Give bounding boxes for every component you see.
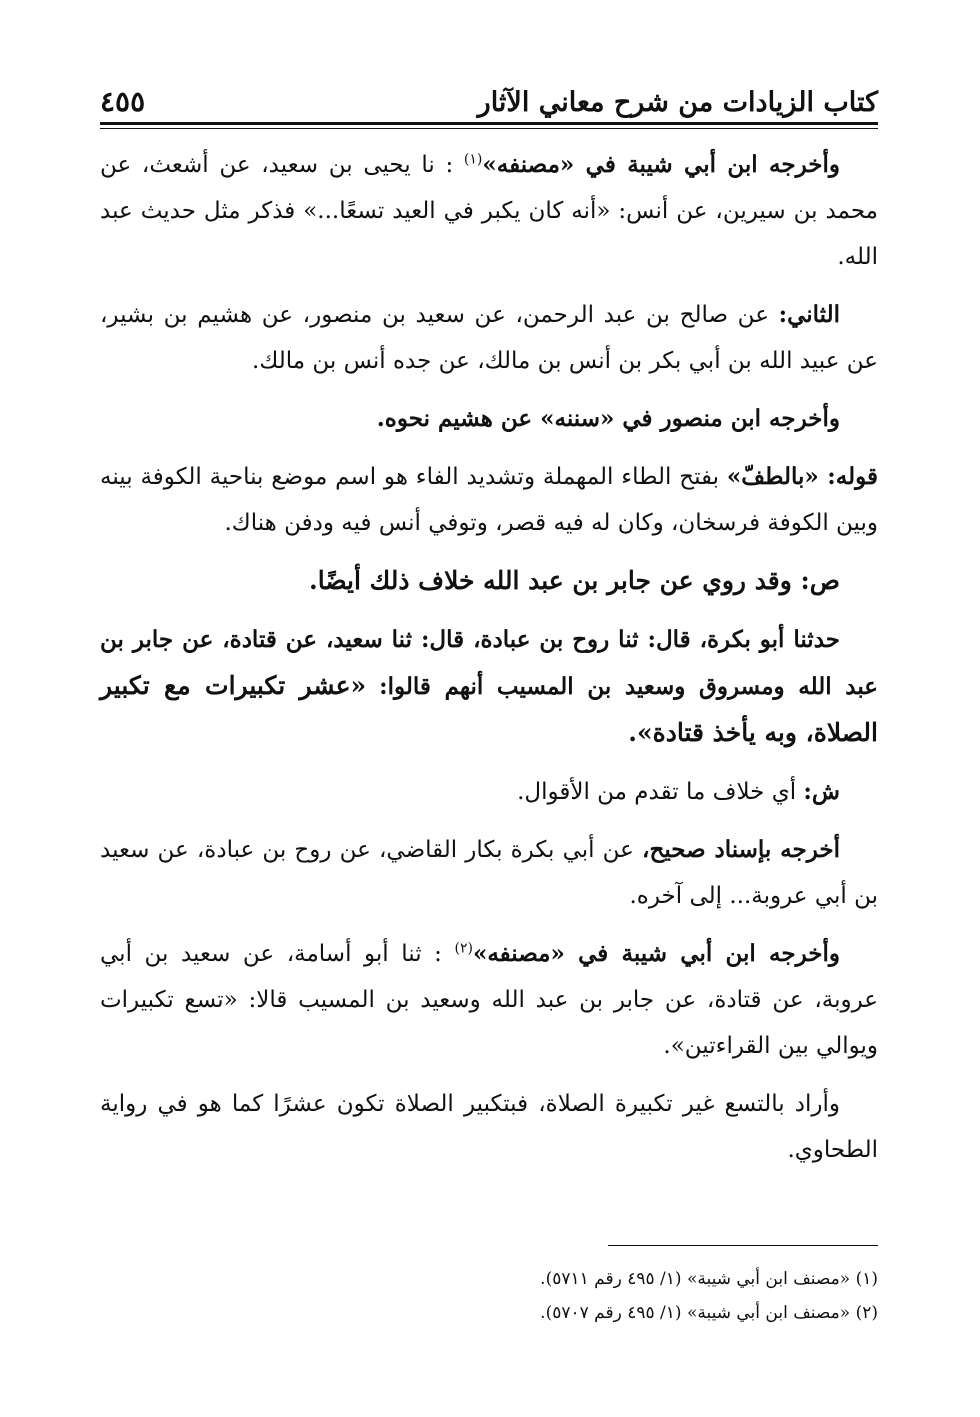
header-rule-thin: [100, 128, 878, 129]
paragraph-8-text: عن أبي بكرة بكار القاضي، عن روح بن عبادة، عن سعيد بن أبي عروبة... إلى آخره.: [100, 837, 878, 909]
footnote-ref-1[interactable]: (١): [463, 151, 483, 168]
main-text: [100, 142, 878, 1185]
paragraph-2-lead: الثاني:: [778, 301, 841, 328]
paragraph-6-lead: حدثنا أبو بكرة، قال: ثنا روح بن عبادة، قال: ثنا سعيد، عن قتادة، عن جابر بن عبد الله ومسروق وسعيد بن المسيب أنهم قالوا:: [100, 626, 879, 700]
page-header: [100, 62, 878, 118]
paragraph-8: [100, 827, 878, 919]
paragraph-3-lead: وأخرجه ابن منصور في «سننه» عن هشيم نحوه.: [376, 405, 840, 432]
paragraph-1: [100, 142, 878, 280]
running-title: كتاب الزيادات من شرح معاني الآثار: [477, 87, 878, 118]
paragraph-2: [100, 292, 878, 384]
paragraph-9-lead: وأخرجه ابن أبي شيبة في «مصنفه»: [472, 940, 840, 967]
paragraph-9: [100, 931, 878, 1069]
footnote-separator: [608, 1245, 878, 1246]
paragraph-10-text: وأراد بالتسع غير تكبيرة الصلاة، فبتكبير الصلاة تكون عشرًا كما هو في رواية الطحاوي.: [100, 1091, 878, 1163]
paragraph-5: [100, 558, 878, 605]
footnotes: [100, 1262, 878, 1330]
paragraph-6: [100, 617, 878, 757]
header-rule-thick: [100, 122, 878, 125]
paragraph-4: [100, 454, 878, 546]
paragraph-9-text: : ثنا أبو أسامة، عن سعيد بن أبي عروبة، عن قتادة، عن جابر بن عبد الله وسعيد بن المسيب قالا: «تسع تكبيرات ويوالي بين القراءتين».: [100, 941, 878, 1059]
paragraph-7: [100, 769, 878, 815]
paragraph-4-lead: قوله: «بالطفّ»: [726, 463, 879, 490]
paragraph-5-lead: ص: وقد روي عن جابر بن عبد الله خلاف ذلك أيضًا.: [309, 566, 840, 595]
paragraph-6-quote: «عشر تكبيرات مع تكبير الصلاة، وبه يأخذ قتادة».: [100, 671, 878, 747]
paragraph-10: [100, 1081, 878, 1173]
paragraph-2-text: عن صالح بن عبد الرحمن، عن سعيد بن منصور، عن هشيم بن بشير، عن عبيد الله بن أبي بكر بن أنس بن مالك، عن جده أنس بن مالك.: [100, 302, 878, 374]
footnote-2: (٢) «مصنف ابن أبي شيبة» (١/ ٤٩٥ رقم ٥٧٠٧).: [540, 1303, 878, 1323]
paragraph-3: [100, 396, 878, 442]
footnote-1: (١) «مصنف ابن أبي شيبة» (١/ ٤٩٥ رقم ٥٧١١).: [540, 1269, 878, 1289]
paragraph-1-text: : نا يحيى بن سعيد، عن أشعث، عن محمد بن سيرين، عن أنس: «أنه كان يكبر في العيد تسعًا...» فذكر مثل حديث عبد الله.: [100, 152, 878, 270]
footnote-ref-2[interactable]: (٢): [454, 940, 473, 957]
paragraph-8-lead: أخرجه بإسناد صحيح،: [642, 836, 841, 863]
paragraph-1-lead: وأخرجه ابن أبي شيبة في «مصنفه»: [482, 151, 841, 178]
paragraph-7-lead: ش:: [803, 778, 840, 805]
paragraph-4-text: بفتح الطاء المهملة وتشديد الفاء هو اسم موضع بناحية الكوفة بينه وبين الكوفة فرسخان، وكان له فيه قصر، وتوفي أنس فيه ودفن هناك.: [100, 464, 878, 536]
paragraph-7-text: أي خلاف ما تقدم من الأقوال.: [517, 779, 797, 805]
page-number: ٤٥٥: [100, 85, 146, 118]
